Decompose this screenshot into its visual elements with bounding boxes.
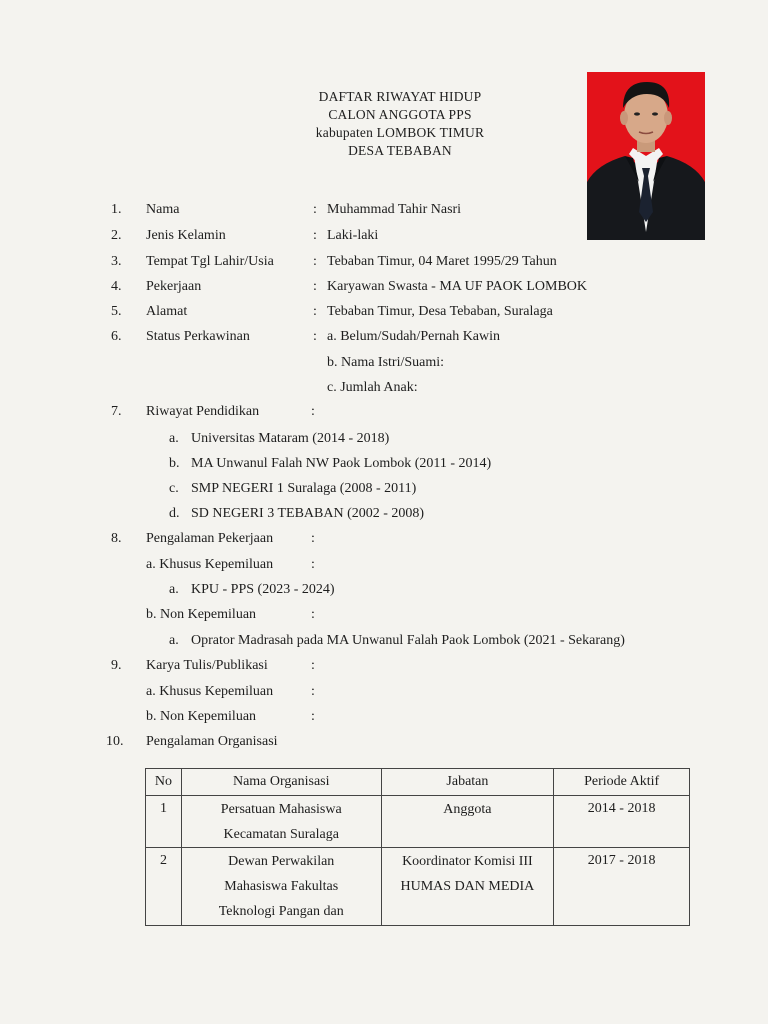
field-label: Jenis Kelamin	[146, 228, 226, 243]
field-label: Status Perkawinan	[146, 329, 250, 344]
subsection-colon: :	[311, 557, 315, 572]
field-label: Alamat	[146, 304, 188, 319]
section-label: Pengalaman Pekerjaan	[146, 531, 274, 546]
field-label: Tempat Tgl Lahir/Usia	[146, 254, 274, 269]
cell-line: Kecamatan Suralaga	[223, 827, 339, 842]
cell-no: 2	[146, 848, 182, 926]
status-nama-istri: b. Nama Istri/Suami:	[327, 355, 445, 370]
field-number: 4.	[111, 279, 122, 294]
field-label: Nama	[146, 202, 180, 217]
column-header-nama: Nama Organisasi	[181, 769, 381, 796]
title-line-2: CALON ANGGOTA PPS	[328, 107, 472, 122]
title-line-1: DAFTAR RIWAYAT HIDUP	[318, 89, 482, 104]
section-label: Riwayat Pendidikan	[146, 404, 260, 419]
column-header-periode: Periode Aktif	[554, 769, 690, 796]
subsection-label: b. Non Kepemiluan	[146, 607, 257, 622]
list-item: SD NEGERI 3 TEBABAN (2002 - 2008)	[191, 506, 425, 521]
organisasi-table	[145, 768, 690, 926]
cell-line: Mahasiswa Fakultas	[224, 879, 339, 894]
field-value: Tebaban Timur, 04 Maret 1995/29 Tahun	[327, 254, 557, 269]
cell-line: Teknologi Pangan dan	[218, 904, 344, 919]
cell-no: 1	[146, 796, 182, 848]
subsection-colon: :	[311, 709, 315, 724]
column-header-no: No	[146, 769, 182, 796]
cell-line: Persatuan Mahasiswa	[220, 802, 342, 817]
field-number: 6.	[111, 329, 122, 344]
subsection-label: a. Khusus Kepemiluan	[146, 684, 274, 699]
cell-line: Dewan Perwakilan	[228, 854, 335, 869]
field-value: Karyawan Swasta - MA UF PAOK LOMBOK	[327, 279, 588, 294]
field-value: Tebaban Timur, Desa Tebaban, Suralaga	[327, 304, 553, 319]
field-value: Muhammad Tahir Nasri	[327, 202, 462, 217]
column-header-jabatan: Jabatan	[381, 769, 554, 796]
list-item: Oprator Madrasah pada MA Unwanul Falah Paok Lombok (2021 - Sekarang)	[191, 633, 625, 648]
section-number: 10.	[106, 734, 124, 749]
section-colon: :	[311, 531, 315, 546]
section-colon: :	[311, 404, 315, 419]
list-item-letter: b.	[169, 456, 180, 471]
field-value: Laki-laki	[327, 228, 379, 243]
table-header-row	[146, 769, 690, 796]
field-colon: :	[313, 329, 317, 344]
cell-jabatan	[381, 848, 554, 926]
section-colon: :	[311, 658, 315, 673]
field-number: 2.	[111, 228, 122, 243]
section-number: 9.	[111, 658, 122, 673]
field-colon: :	[313, 254, 317, 269]
list-item: KPU - PPS (2023 - 2024)	[191, 582, 335, 597]
portrait-photo-icon	[587, 72, 705, 240]
field-label: Pekerjaan	[146, 279, 202, 294]
cell-periode: 2014 - 2018	[554, 796, 690, 848]
field-colon: :	[313, 279, 317, 294]
list-item-letter: a.	[169, 582, 179, 597]
field-colon: :	[313, 202, 317, 217]
subsection-label: b. Non Kepemiluan	[146, 709, 257, 724]
field-colon: :	[313, 304, 317, 319]
field-colon: :	[313, 228, 317, 243]
field-value: a. Belum/Sudah/Pernah Kawin	[327, 329, 501, 344]
subsection-colon: :	[311, 684, 315, 699]
subsection-label: a. Khusus Kepemiluan	[146, 557, 274, 572]
cell-nama	[181, 848, 381, 926]
section-label: Karya Tulis/Publikasi	[146, 658, 268, 673]
cell-periode: 2017 - 2018	[554, 848, 690, 926]
list-item-letter: a.	[169, 633, 179, 648]
list-item-letter: c.	[169, 481, 179, 496]
list-item: MA Unwanul Falah NW Paok Lombok (2011 - 2014)	[191, 456, 492, 471]
field-number: 1.	[111, 202, 122, 217]
list-item-letter: a.	[169, 431, 179, 446]
portrait-photo	[587, 72, 705, 240]
cell-jabatan	[381, 796, 554, 848]
table-row	[146, 796, 690, 848]
title-line-4: DESA TEBABAN	[348, 143, 452, 158]
table-row	[146, 848, 690, 926]
cell-line: Anggota	[443, 802, 492, 817]
list-item: SMP NEGERI 1 Suralaga (2008 - 2011)	[191, 481, 417, 496]
status-jumlah-anak: c. Jumlah Anak:	[327, 380, 418, 395]
document-title	[250, 88, 550, 160]
cell-line: HUMAS DAN MEDIA	[400, 879, 535, 894]
section-number: 7.	[111, 404, 122, 419]
section-label: Pengalaman Organisasi	[146, 734, 278, 749]
title-line-3: kabupaten LOMBOK TIMUR	[315, 125, 485, 140]
list-item-letter: d.	[169, 506, 180, 521]
section-number: 8.	[111, 531, 122, 546]
list-item: Universitas Mataram (2014 - 2018)	[191, 431, 390, 446]
subsection-colon: :	[311, 607, 315, 622]
field-number: 5.	[111, 304, 122, 319]
cell-nama	[181, 796, 381, 848]
field-number: 3.	[111, 254, 122, 269]
cell-line: Koordinator Komisi III	[402, 854, 533, 869]
